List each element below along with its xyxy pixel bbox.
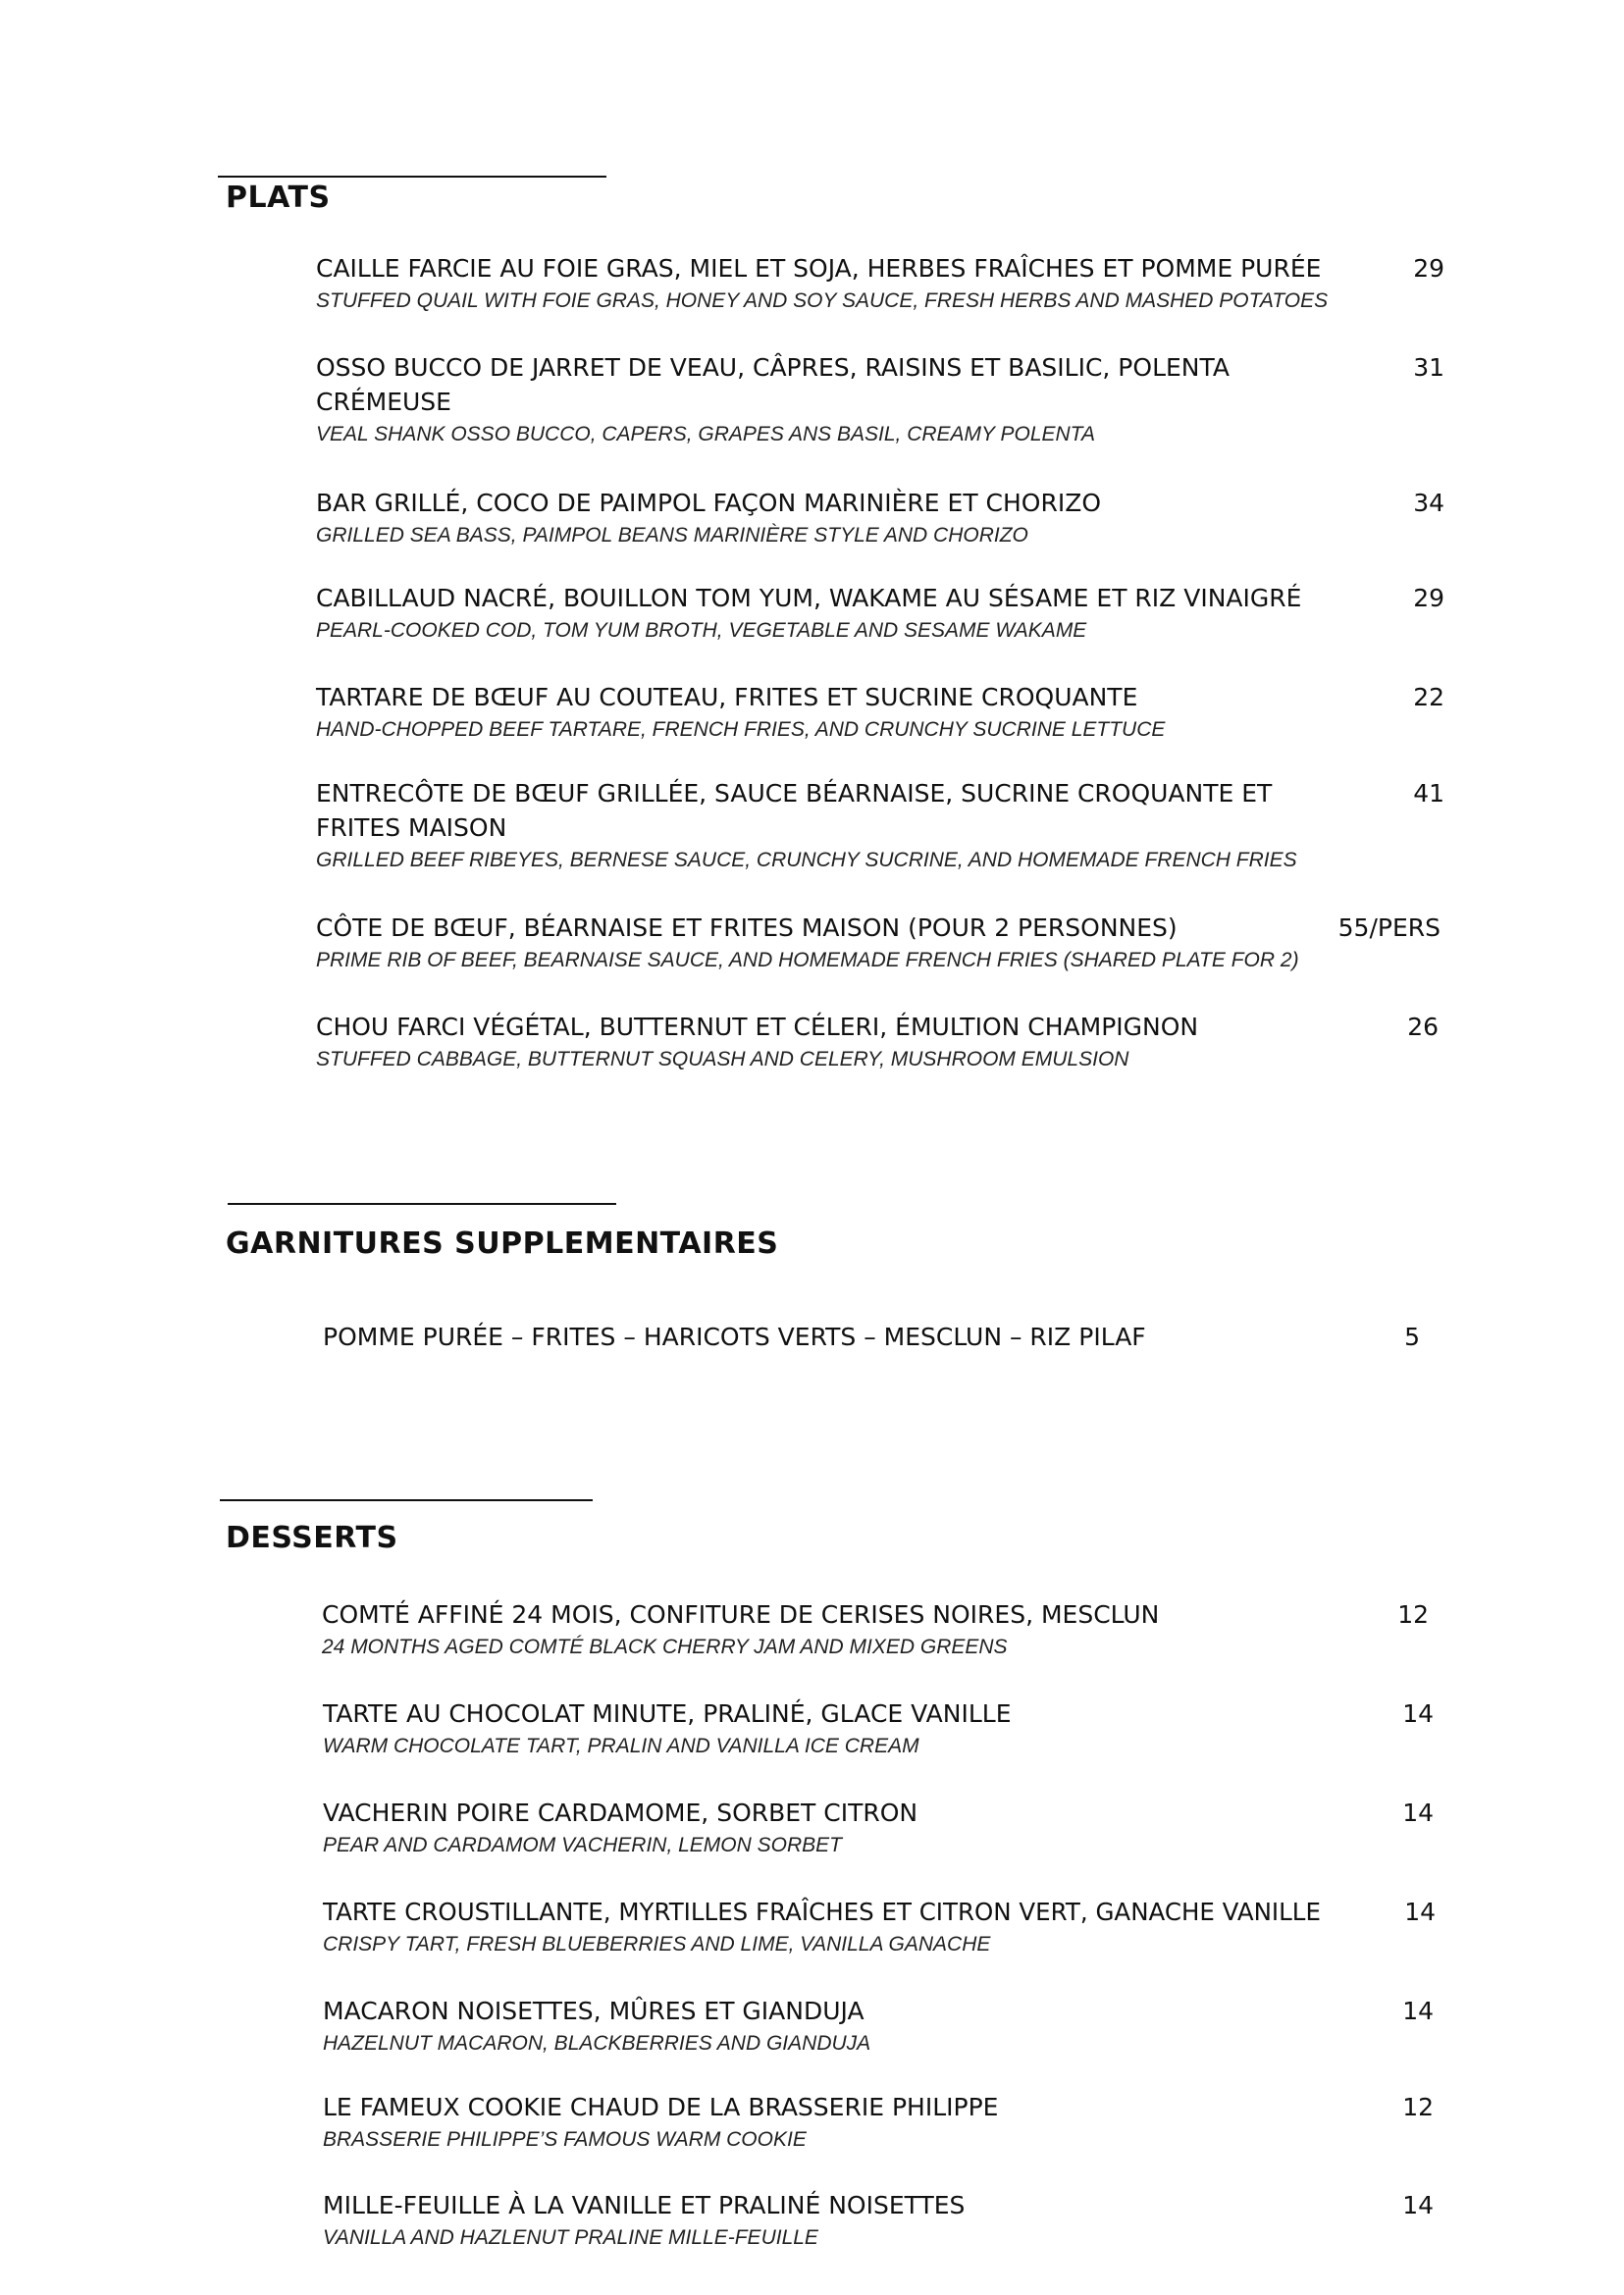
menu-item xyxy=(316,911,1444,975)
menu-item-description: WARM CHOCOLATE TART, PRALIN AND VANILLA ICE CREAM xyxy=(323,1735,919,1757)
menu-item-price: 12 xyxy=(1397,1600,1429,1629)
menu-item-name: MILLE-FEUILLE À LA VANILLE ET PRALINÉ NOISETTES xyxy=(323,2191,966,2219)
section-title-garnitures: GARNITURES SUPPLEMENTAIRES xyxy=(226,1226,779,1261)
menu-item-description: HAND-CHOPPED BEEF TARTARE, FRENCH FRIES, AND CRUNCHY SUCRINE LETTUCE xyxy=(316,718,1166,741)
menu-item-price: 26 xyxy=(1407,1013,1439,1041)
menu-item-price: 55/PERS xyxy=(1337,913,1441,942)
menu-item-name: CHOU FARCI VÉGÉTAL, BUTTERNUT ET CÉLERI, ÉMULTION CHAMPIGNON xyxy=(316,1013,1199,1041)
menu-item-name: ENTRECÔTE DE BŒUF GRILLÉE, SAUCE BÉARNAISE, SUCRINE CROQUANTE ET FRITES MAISON xyxy=(316,779,1273,842)
menu-item xyxy=(316,486,1444,550)
menu-item-description: STUFFED QUAIL WITH FOIE GRAS, HONEY AND SOY SAUCE, FRESH HERBS AND MASHED POTATOES xyxy=(316,289,1329,312)
menu-item-description: PEAR AND CARDAMOM VACHERIN, LEMON SORBET xyxy=(323,1834,842,1856)
menu-item-price: 29 xyxy=(1413,584,1444,612)
menu-item-price: 29 xyxy=(1413,254,1444,283)
menu-item-price: 14 xyxy=(1402,1997,1434,2025)
menu-item-price: 12 xyxy=(1402,2093,1434,2121)
menu-item-name: TARTARE DE BŒUF AU COUTEAU, FRITES ET SUCRINE CROQUANTE xyxy=(316,683,1138,711)
menu-item-price: 14 xyxy=(1402,1799,1434,1827)
menu-item-name: LE FAMEUX COOKIE CHAUD DE LA BRASSERIE PHILIPPE xyxy=(323,2093,999,2121)
menu-item-description: VEAL SHANK OSSO BUCCO, CAPERS, GRAPES ANS BASIL, CREAMY POLENTA xyxy=(316,423,1095,445)
section-title-desserts: DESSERTS xyxy=(226,1521,398,1555)
menu-item-name: OSSO BUCCO DE JARRET DE VEAU, CÂPRES, RAISINS ET BASILIC, POLENTA CRÉMEUSE xyxy=(316,353,1230,416)
menu-item-description: GRILLED SEA BASS, PAIMPOL BEANS MARINIÈRE STYLE AND CHORIZO xyxy=(316,524,1028,547)
section-title-plats: PLATS xyxy=(226,181,331,215)
menu-item-price: 14 xyxy=(1404,1898,1436,1926)
menu-item-name: CÔTE DE BŒUF, BÉARNAISE ET FRITES MAISON (POUR 2 PERSONNES) xyxy=(316,913,1178,942)
menu-item-price: 14 xyxy=(1402,1699,1434,1728)
menu-item-description: PEARL-COOKED COD, TOM YUM BROTH, VEGETABLE AND SESAME WAKAME xyxy=(316,619,1087,642)
menu-item-description: HAZELNUT MACARON, BLACKBERRIES AND GIANDUJA xyxy=(323,2032,871,2055)
menu-item-description: PRIME RIB OF BEEF, BEARNAISE SAUCE, AND HOMEMADE FRENCH FRIES (SHARED PLATE FOR 2) xyxy=(316,949,1299,971)
menu-item xyxy=(323,1994,1434,2059)
menu-item-name: TARTE AU CHOCOLAT MINUTE, PRALINÉ, GLACE VANILLE xyxy=(323,1699,1012,1728)
menu-item-price: 5 xyxy=(1404,1323,1420,1351)
menu-item xyxy=(323,1696,1434,1761)
menu-item-name: MACARON NOISETTES, MÛRES ET GIANDUJA xyxy=(323,1997,864,2025)
menu-item xyxy=(316,350,1444,449)
menu-item-name: COMTÉ AFFINÉ 24 MOIS, CONFITURE DE CERISES NOIRES, MESCLUN xyxy=(322,1600,1160,1629)
section-divider xyxy=(228,1203,616,1205)
menu-item-name: TARTE CROUSTILLANTE, MYRTILLES FRAÎCHES ET CITRON VERT, GANACHE VANILLE xyxy=(323,1898,1321,1926)
menu-item xyxy=(323,1895,1436,1959)
menu-item-name: POMME PURÉE – FRITES – HARICOTS VERTS – MESCLUN – RIZ PILAF xyxy=(323,1323,1146,1351)
menu-item xyxy=(323,2188,1434,2253)
menu-item-description: STUFFED CABBAGE, BUTTERNUT SQUASH AND CELERY, MUSHROOM EMULSION xyxy=(316,1048,1129,1070)
menu-item xyxy=(316,581,1444,646)
menu-item-price: 22 xyxy=(1413,683,1444,711)
menu-item-price: 41 xyxy=(1413,779,1444,808)
menu-item-price: 31 xyxy=(1413,353,1444,382)
menu-item xyxy=(323,1320,1420,1354)
menu-item-description: BRASSERIE PHILIPPE’S FAMOUS WARM COOKIE xyxy=(323,2128,807,2151)
menu-item-name: VACHERIN POIRE CARDAMOME, SORBET CITRON xyxy=(323,1799,918,1827)
menu-item xyxy=(323,2090,1434,2155)
menu-item xyxy=(316,1010,1444,1074)
menu-item-price: 14 xyxy=(1402,2191,1434,2219)
menu-item-name: CABILLAUD NACRÉ, BOUILLON TOM YUM, WAKAME AU SÉSAME ET RIZ VINAIGRÉ xyxy=(316,584,1302,612)
menu-item-name: CAILLE FARCIE AU FOIE GRAS, MIEL ET SOJA, HERBES FRAÎCHES ET POMME PURÉE xyxy=(316,254,1322,283)
menu-item xyxy=(323,1796,1434,1860)
menu-item-description: GRILLED BEEF RIBEYES, BERNESE SAUCE, CRUNCHY SUCRINE, AND HOMEMADE FRENCH FRIES xyxy=(316,849,1297,871)
menu-item xyxy=(316,776,1444,875)
menu-item-price: 34 xyxy=(1413,489,1444,517)
menu-item-description: VANILLA AND HAZLENUT PRALINE MILLE-FEUILLE xyxy=(323,2226,818,2249)
section-divider xyxy=(218,176,606,178)
menu-item xyxy=(322,1597,1429,1662)
menu-item xyxy=(316,251,1444,316)
menu-item-name: BAR GRILLÉ, COCO DE PAIMPOL FAÇON MARINIÈRE ET CHORIZO xyxy=(316,489,1102,517)
section-divider xyxy=(220,1499,593,1501)
menu-item-description: CRISPY TART, FRESH BLUEBERRIES AND LIME, VANILLA GANACHE xyxy=(323,1933,991,1956)
menu-item-description: 24 MONTHS AGED COMTÉ BLACK CHERRY JAM AND MIXED GREENS xyxy=(322,1636,1008,1658)
menu-item xyxy=(316,680,1444,745)
